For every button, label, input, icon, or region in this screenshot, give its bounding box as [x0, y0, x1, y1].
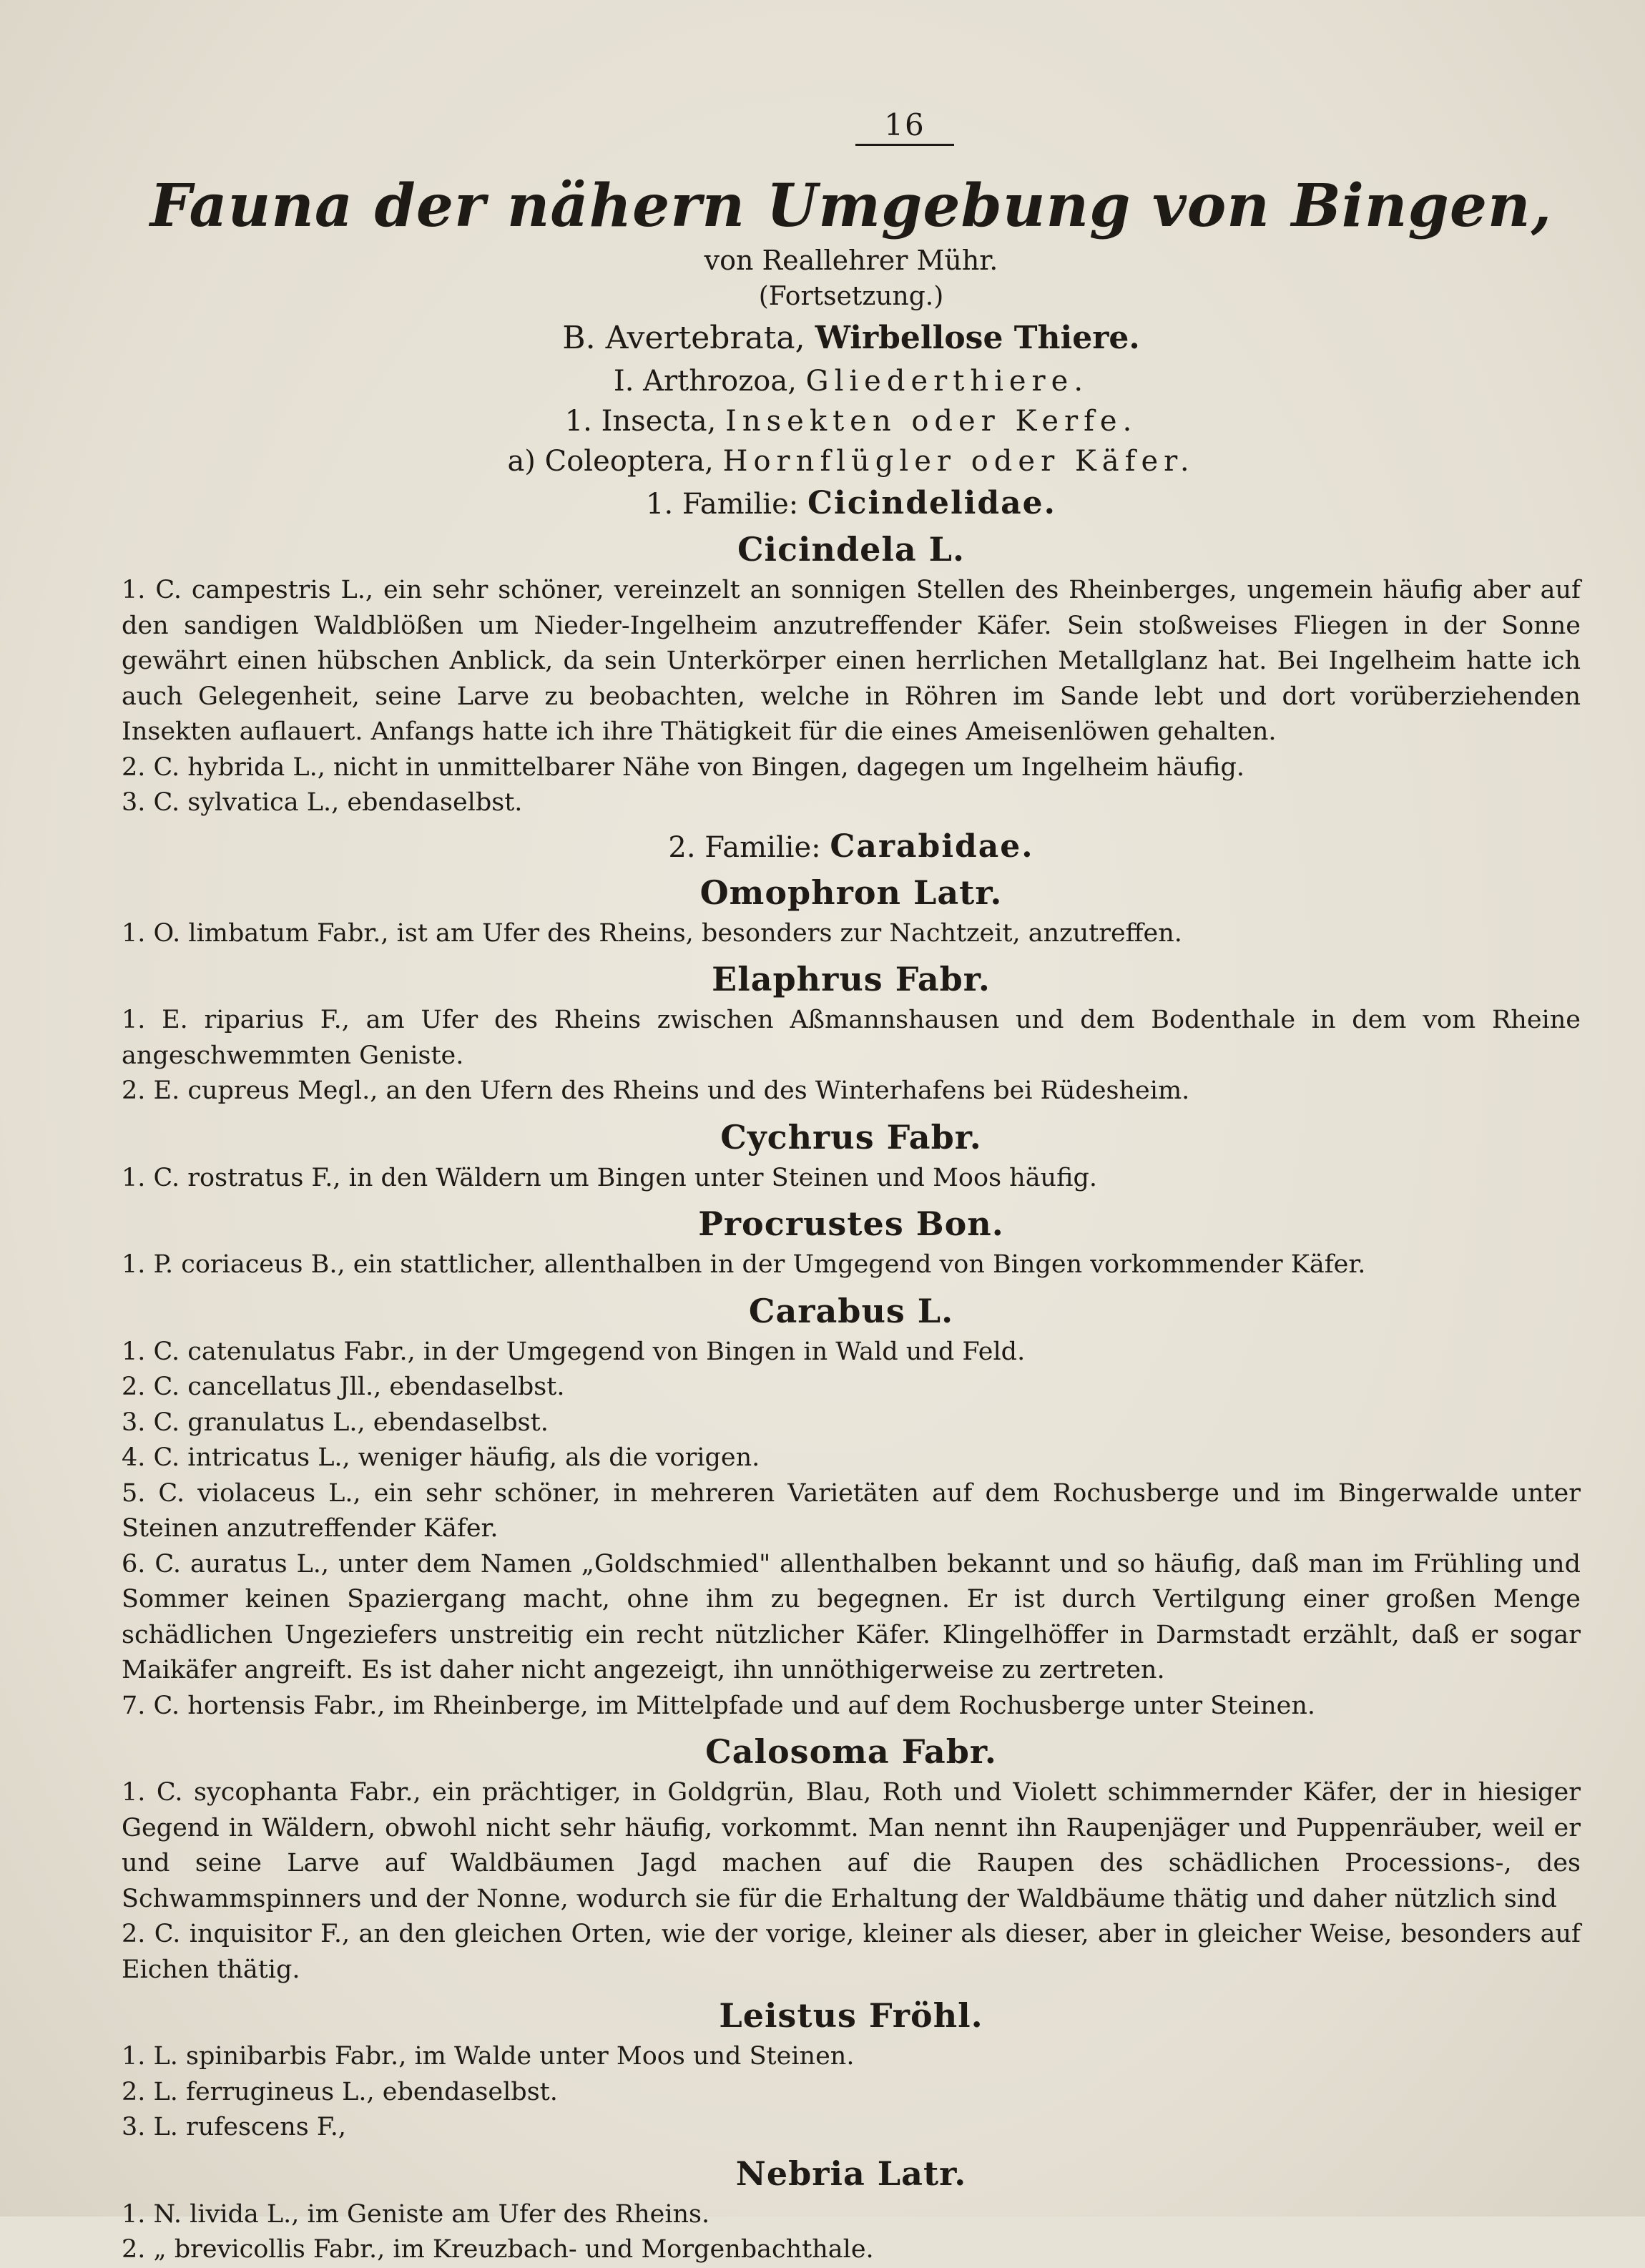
- species-entry: 1. C. campestris L., ein sehr schöner, vereinzelt an sonnigen Stellen des Rheinberges, ungemein häufig aber auf den sandigen Waldblößen um Nieder-Ingelheim anzutreffender Käfer. Sein stoßweises Fliegen in der Sonne gewährt einen hübschen Anblick, da sein Unterkörper einen herrlichen Metallglanz hat. Bei Ingelheim hatte ich auch Gelegenheit, seine Larve zu beobachten, welche in Röhren im Sande lebt und dort vorüberziehenden Insekten auflauert. Anfangs hatte ich ihre Thätigkeit für die eines Ameisenlöwen gehalten.: [122, 576, 1581, 746]
- species-entry: 1. P. coriaceus B., ein stattlicher, allenthalben in der Umgegend von Bingen vorkommender Käfer.: [122, 1250, 1366, 1279]
- genus-heading: Elaphrus Fabr.: [712, 960, 991, 998]
- genus-heading: Carabus L.: [748, 1291, 954, 1330]
- species-entry: 1. N. livida L., im Geniste am Ufer des Rheins.: [122, 2199, 710, 2229]
- species-entry: 2. C. inquisitor F., an den gleichen Orten, wie der vorige, kleiner als dieser, aber in gleicher Weise, besonders auf Eichen thätig.: [122, 1920, 1581, 1984]
- section-heading-i: I. Arthrozoa, Gliederthiere.: [613, 365, 1089, 398]
- species-entry: 3. C. sylvatica L., ebendaselbst.: [122, 788, 523, 817]
- genus-heading: Nebria Latr.: [735, 2154, 967, 2193]
- genus-heading: Procrustes Bon.: [698, 1204, 1004, 1243]
- species-entry: 4. C. intricatus L., weniger häufig, als die vorigen.: [122, 1443, 760, 1472]
- species-entry: 1. C. sycophanta Fabr., ein prächtiger, in Goldgrün, Blau, Roth und Violett schimmernder Käfer, der in hiesiger Gegend in Wäldern, obwohl nicht sehr häufig, vorkommt. Man nennt ihn Raupenjäger und Puppenräuber, weil er und seine Larve auf Waldbäumen Jagd machen auf die Raupen des schädlichen Processions-, des Schwammspinners und der Nonne, wodurch sie für die Erhaltung der Waldbäume thätig und daher nützlich sind: [122, 1778, 1581, 1913]
- genus-heading: Cicindela L.: [737, 530, 966, 569]
- genus-heading: Leistus Fröhl.: [719, 1996, 983, 2035]
- species-entry: 1. L. spinibarbis Fabr., im Walde unter Moos und Steinen.: [122, 2042, 855, 2071]
- species-entry: 1. O. limbatum Fabr., ist am Ufer des Rheins, besonders zur Nachtzeit, anzutreffen.: [122, 918, 1182, 948]
- class-heading-insecta: 1. Insecta, Insekten oder Kerfe.: [564, 405, 1138, 438]
- section-heading-b: B. Avertebrata, Wirbellose Thiere.: [562, 320, 1140, 356]
- genus-heading: Cychrus Fabr.: [720, 1117, 982, 1157]
- species-entry: 2. C. hybrida L., nicht in unmittelbarer Nähe von Bingen, dagegen um Ingelheim häufig.: [122, 752, 1245, 782]
- species-entry: 1. C. rostratus F., in den Wäldern um Bingen unter Steinen und Moos häufig.: [122, 1163, 1097, 1192]
- family-heading: 1. Familie: Cicindelidae.: [646, 485, 1056, 521]
- species-entry: 7. C. hortensis Fabr., im Rheinberge, im Mittelpfade und auf dem Rochusberge unter Steinen.: [122, 1691, 1316, 1720]
- species-entry: 6. C. auratus L., unter dem Namen „Goldschmied" allenthalben bekannt und so häufig, daß man im Frühling und Sommer keinen Spaziergang macht, ohne ihm zu begegnen. Er ist durch Vertilgung einer großen Menge schädlichen Ungeziefers unstreitig ein recht nützlicher Käfer. Klingelhöffer in Darmstadt erzählt, daß er sogar Maikäfer angreift. Es ist daher nicht angezeigt, ihn unnöthigerweise zu zertreten.: [122, 1549, 1581, 1684]
- page-title: Fauna der nähern Umgebung von Bingen,: [149, 172, 1553, 240]
- species-entry: 1. C. catenulatus Fabr., in der Umgegend von Bingen in Wald und Feld.: [122, 1337, 1026, 1366]
- continuation-note: (Fortsetzung.): [758, 282, 944, 311]
- species-entry: 5. C. violaceus L., ein sehr schöner, in mehreren Varietäten auf dem Rochusberge und im Bingerwalde unter Steinen anzutreffender Käfer.: [122, 1478, 1581, 1543]
- species-entry: 2. E. cupreus Megl., an den Ufern des Rheins und des Winterhafens bei Rüdesheim.: [122, 1076, 1190, 1105]
- genus-heading: Omophron Latr.: [699, 873, 1003, 912]
- order-heading-coleoptera: a) Coleoptera, Hornflügler oder Käfer.: [507, 445, 1195, 478]
- species-entry: 1. E. riparius F., am Ufer des Rheins zwischen Aßmannshausen und dem Bodenthale in dem vom Rheine angeschwemmten Geniste.: [122, 1006, 1581, 1070]
- species-entry: 2. „ brevicollis Fabr., im Kreuzbach- und Morgenbachthale.: [122, 2235, 874, 2264]
- species-entry: 2. C. cancellatus Jll., ebendaselbst.: [122, 1373, 565, 1401]
- species-entry: 2. L. ferrugineus L., ebendaselbst.: [122, 2077, 558, 2106]
- species-entry: 3. C. granulatus L., ebendaselbst.: [122, 1408, 549, 1437]
- author-byline: von Reallehrer Mühr.: [704, 245, 998, 276]
- genus-heading: Calosoma Fabr.: [705, 1732, 997, 1771]
- species-entry: 3. L. rufescens F.,: [122, 2113, 346, 2141]
- page-number: 16: [229, 107, 1581, 146]
- family-heading: 2. Familie: Carabidae.: [668, 828, 1034, 865]
